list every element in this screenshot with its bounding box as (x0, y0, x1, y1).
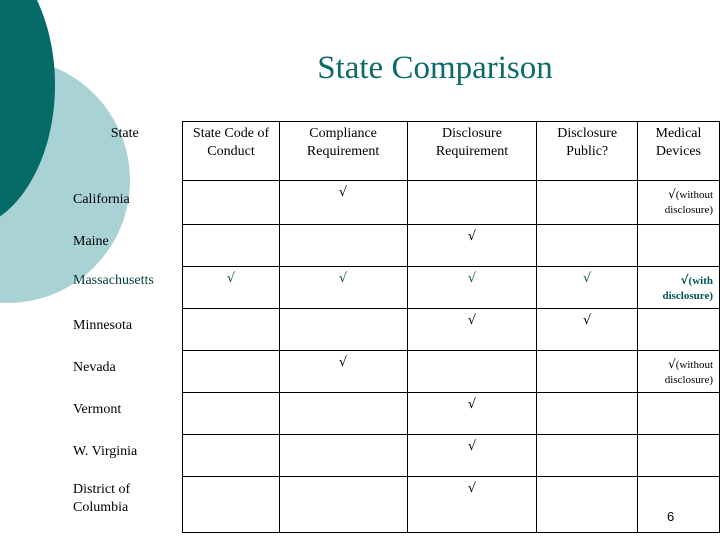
table-row (67, 351, 720, 393)
state-comparison-table (67, 121, 720, 533)
check-mark: √ (338, 271, 348, 286)
cell-empty (279, 477, 407, 533)
check-mark: √ (467, 481, 477, 496)
state-name: Nevada (73, 359, 116, 375)
check-mark: √ (338, 185, 348, 200)
cell-disclosure-requirement (407, 435, 537, 477)
cell-empty (537, 225, 638, 267)
slide-title: State Comparison (317, 50, 553, 86)
header-disclosure-public: Disclosure Public? (537, 122, 638, 181)
cell-empty (637, 435, 719, 477)
header-compliance-requirement: Compliance Requirement (279, 122, 407, 181)
check-mark: √ (338, 355, 348, 370)
check-mark: √ (668, 357, 676, 371)
check-mark: √ (467, 229, 477, 244)
state-name: Vermont (73, 401, 122, 417)
cell-empty (183, 477, 279, 533)
cell-disclosure-public (537, 309, 638, 351)
cell-empty (537, 351, 638, 393)
cell-disclosure-requirement (407, 267, 537, 309)
cell-empty (637, 393, 719, 435)
cell-compliance (279, 181, 407, 225)
medical-note: (without disclosure) (664, 359, 713, 386)
cell-empty (183, 309, 279, 351)
cell-disclosure-public (537, 267, 638, 309)
cell-empty (183, 435, 279, 477)
header-disclosure-requirement: Disclosure Requirement (407, 122, 537, 181)
medical-note: (with disclosure) (662, 275, 713, 302)
cell-code-of-conduct (183, 267, 279, 309)
cell-empty (279, 309, 407, 351)
cell-disclosure-requirement (407, 225, 537, 267)
cell-empty (537, 181, 638, 225)
cell-disclosure-requirement (407, 309, 537, 351)
state-name: District of Columbia (73, 481, 131, 515)
state-name: W. Virginia (73, 443, 138, 459)
cell-empty (637, 477, 719, 533)
cell-disclosure-requirement (407, 477, 537, 533)
check-mark: √ (467, 313, 477, 328)
table-row (67, 393, 720, 435)
cell-empty (279, 225, 407, 267)
cell-empty (183, 351, 279, 393)
state-name: California (73, 191, 130, 207)
header-medical-devices: Medical Devices (637, 122, 719, 181)
cell-empty (637, 225, 719, 267)
cell-disclosure-requirement (407, 393, 537, 435)
cell-medical (637, 351, 719, 393)
state-name: Massachusetts (73, 272, 154, 288)
table-row (67, 267, 720, 309)
table-row (67, 435, 720, 477)
cell-compliance (279, 351, 407, 393)
check-mark: √ (467, 397, 477, 412)
cell-empty (537, 393, 638, 435)
cell-compliance (279, 267, 407, 309)
cell-empty (407, 181, 537, 225)
header-code-of-conduct: State Code of Conduct (183, 122, 279, 181)
cell-empty (407, 351, 537, 393)
header-state: State (110, 125, 139, 141)
cell-empty (183, 225, 279, 267)
check-mark: √ (467, 439, 477, 454)
cell-medical (637, 267, 719, 309)
cell-empty (637, 309, 719, 351)
table-row (67, 477, 720, 533)
check-mark: √ (583, 271, 592, 286)
state-name: Maine (73, 233, 109, 249)
cell-empty (537, 477, 638, 533)
table-row (67, 225, 720, 267)
state-name: Minnesota (73, 317, 133, 333)
check-mark: √ (226, 271, 236, 286)
medical-note: (without disclosure) (664, 189, 713, 216)
page-number: 6 (667, 509, 675, 524)
cell-empty (279, 435, 407, 477)
cell-empty (537, 435, 638, 477)
cell-empty (183, 393, 279, 435)
check-mark: √ (680, 273, 689, 287)
table-row (67, 309, 720, 351)
check-mark: √ (668, 187, 676, 201)
cell-empty (279, 393, 407, 435)
check-mark: √ (467, 271, 477, 286)
cell-empty (183, 181, 279, 225)
table-row (67, 181, 720, 225)
cell-medical (637, 181, 719, 225)
header-row (67, 122, 720, 181)
check-mark: √ (583, 313, 592, 328)
